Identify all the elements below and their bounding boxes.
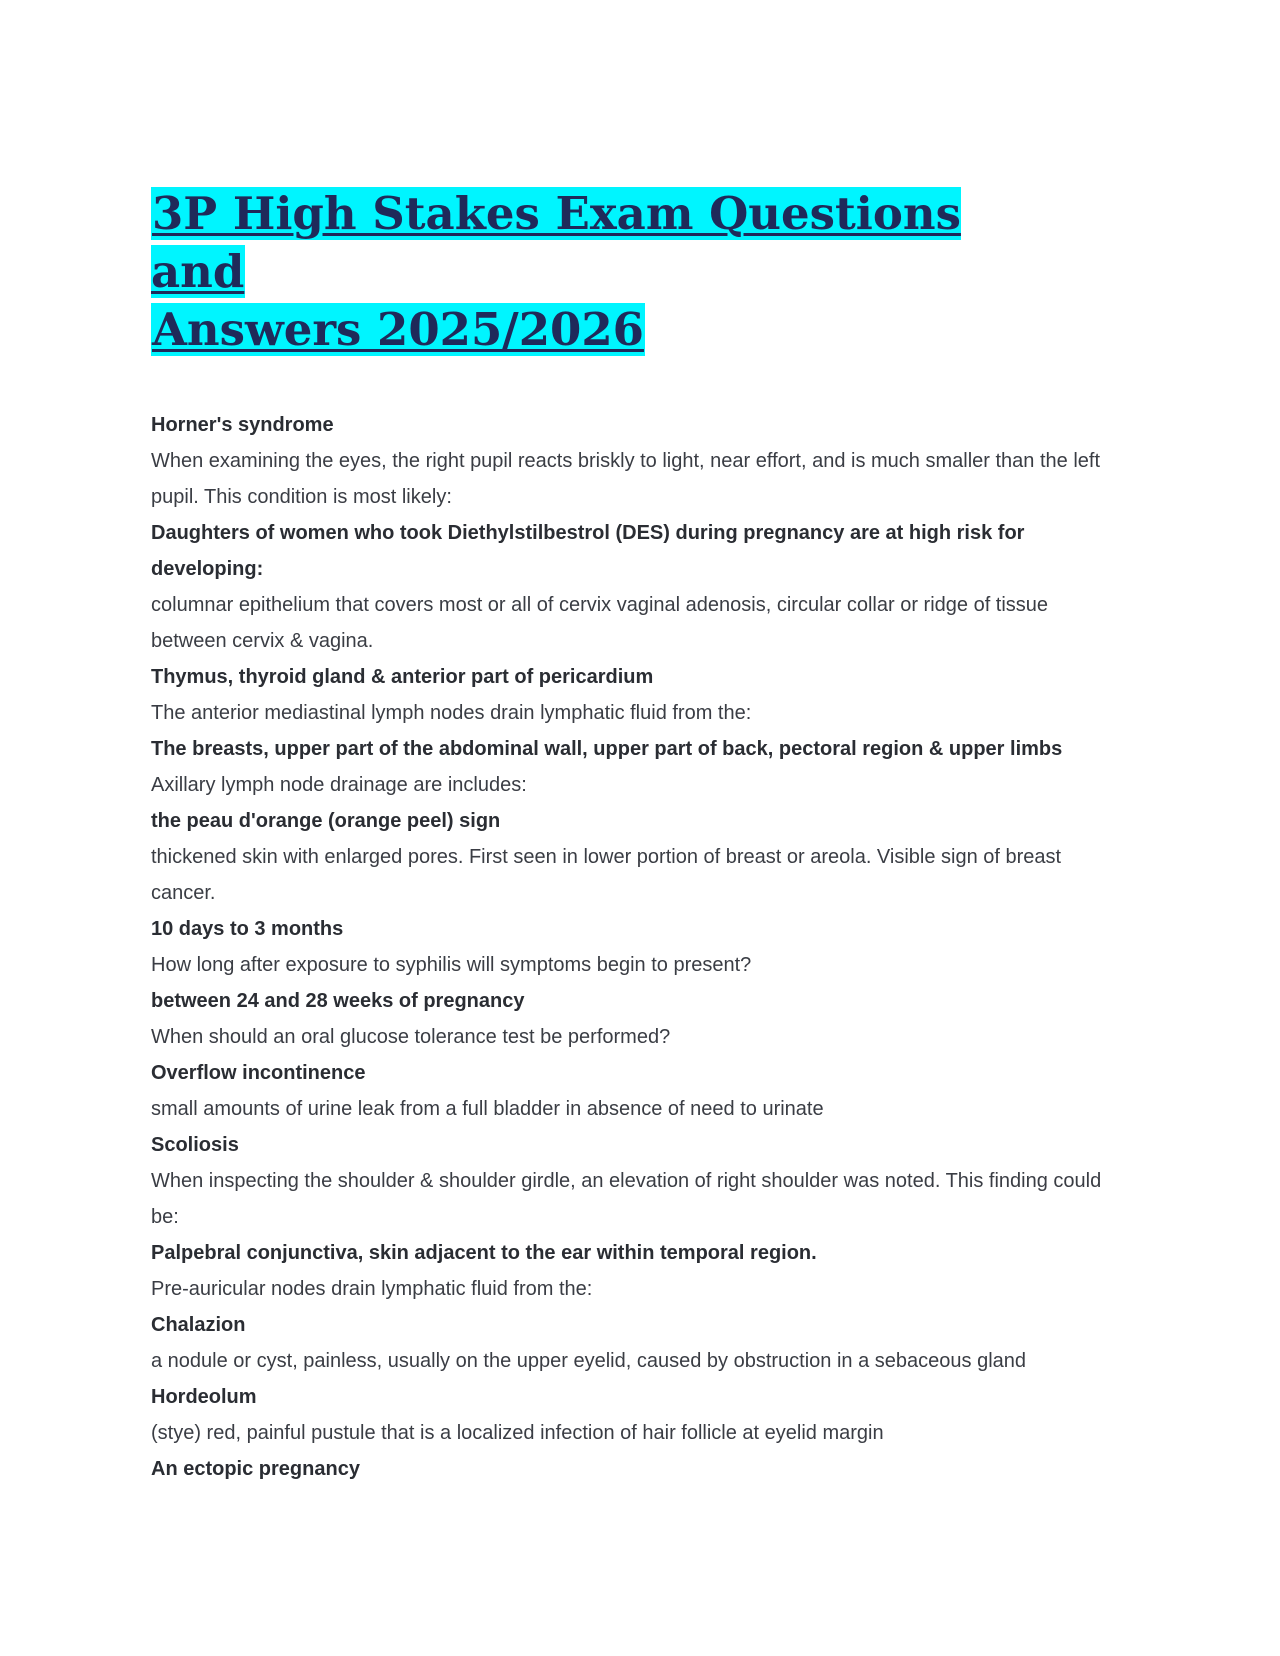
card-definition: Pre-auricular nodes drain lymphatic fluid from the: — [151, 1278, 593, 1300]
card-definition: a nodule or cyst, painless, usually on the upper eyelid, caused by obstruction in a sebaceous gland — [151, 1350, 1026, 1372]
flashcard-list — [151, 407, 1111, 1487]
card-term: 10 days to 3 months — [151, 918, 344, 940]
card-definition: How long after exposure to syphilis will symptoms begin to present? — [151, 954, 752, 976]
document-title — [151, 185, 1051, 359]
card-definition: thickened skin with enlarged pores. First seen in lower portion of breast or areola. Visible sign of breast cancer. — [151, 846, 1062, 904]
card-term: Chalazion — [151, 1314, 246, 1336]
card-term: Horner's syndrome — [151, 414, 334, 436]
card-term: An ectopic pregnancy — [151, 1458, 360, 1480]
card-definition: When should an oral glucose tolerance test be performed? — [151, 1026, 671, 1048]
card-term: the peau d'orange (orange peel) sign — [151, 810, 501, 832]
card-term: between 24 and 28 weeks of pregnancy — [151, 990, 525, 1012]
card-term: Thymus, thyroid gland & anterior part of pericardium — [151, 666, 654, 688]
title-line-1: 3P High Stakes Exam Questions and — [151, 187, 961, 298]
card-term: Palpebral conjunctiva, skin adjacent to the ear within temporal region. — [151, 1242, 817, 1264]
card-term: Scoliosis — [151, 1134, 239, 1156]
card-definition: The anterior mediastinal lymph nodes drain lymphatic fluid from the: — [151, 702, 752, 724]
card-term: Overflow incontinence — [151, 1062, 366, 1084]
card-definition: When examining the eyes, the right pupil reacts briskly to light, near effort, and is much smaller than the left pupil. This condition is most likely: — [151, 450, 1100, 508]
card-definition: Axillary lymph node drainage are includes: — [151, 774, 527, 796]
card-term: Daughters of women who took Diethylstilbestrol (DES) during pregnancy are at high risk for developing: — [151, 522, 1025, 580]
card-term: Hordeolum — [151, 1386, 257, 1408]
card-definition: columnar epithelium that covers most or all of cervix vaginal adenosis, circular collar or ridge of tissue between cervix & vagina. — [151, 594, 1049, 652]
card-definition: When inspecting the shoulder & shoulder girdle, an elevation of right shoulder was noted. This finding could be: — [151, 1170, 1102, 1228]
card-definition: small amounts of urine leak from a full bladder in absence of need to urinate — [151, 1098, 824, 1120]
card-definition: (stye) red, painful pustule that is a localized infection of hair follicle at eyelid margin — [151, 1422, 884, 1444]
title-line-2: Answers 2025/2026 — [152, 303, 644, 356]
card-term: The breasts, upper part of the abdominal wall, upper part of back, pectoral region & upper limbs — [151, 738, 1063, 760]
